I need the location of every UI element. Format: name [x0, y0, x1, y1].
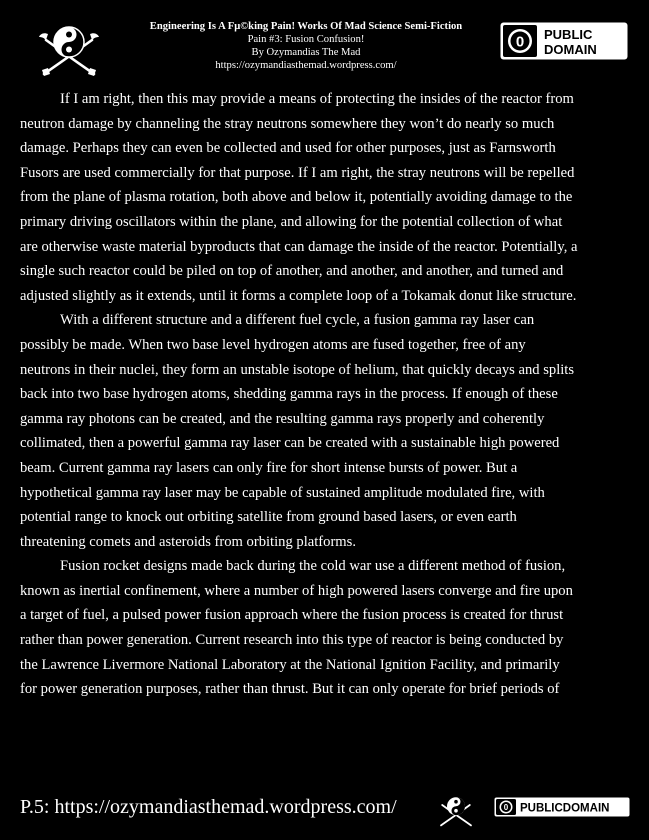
badge-word-domain: DOMAIN	[544, 42, 597, 57]
text-line: single such reactor could be piled on top of another, and another, and another, and turned and	[20, 263, 564, 280]
public-domain-icon	[500, 801, 513, 814]
series-title: Engineering Is A Fμ©king Pain! Works Of Mad Science Semi-Fiction	[149, 21, 463, 32]
text-line: potential range to knock out orbiting satellite from ground based lasers, or even earth	[20, 509, 517, 526]
paragraph-2	[20, 308, 630, 554]
jolly-roger-yin-yang-icon	[36, 20, 102, 80]
svg-text:0: 0	[515, 33, 525, 51]
text-line: beam. Current gamma ray lasers can only fire for short intense bursts of power. But a	[20, 459, 518, 476]
text-line: collimated, then a powerful gamma ray laser can be created with a sustainable high powered	[20, 435, 560, 452]
text-line: rather than power generation. Current research into this type of reactor is being conducted by	[20, 632, 564, 649]
text-line: With a different structure and a different fuel cycle, a fusion gamma ray laser can	[60, 312, 535, 329]
page-header	[120, 20, 492, 72]
footer-badge-label: PUBLICDOMAIN	[520, 802, 610, 815]
text-line: from the plane of plasma rotation, both above and below it, potentially avoiding damage to the	[20, 189, 573, 206]
text-line: gamma ray photons can be created, and the resulting gamma rays properly and coherently	[20, 410, 545, 427]
jolly-roger-yin-yang-icon	[436, 793, 476, 829]
public-domain-badge-footer	[494, 797, 630, 817]
text-line: possibly be made. When two base level hydrogen atoms are fused together, free of any	[20, 336, 526, 353]
footer-page-url: P.5: https://ozymandiasthemad.wordpress.com/	[20, 796, 397, 818]
text-line: Fusors are used commercially for that purpose. If I am right, the stray neutrons will be repelled	[20, 164, 575, 181]
paragraph-1	[20, 87, 630, 308]
header-url: https://ozymandiasthemad.wordpress.com/	[215, 60, 397, 71]
text-line: a target of fuel, a pulsed power fusion approach where the fusion process is created for thrust	[20, 607, 564, 624]
public-domain-icon	[508, 29, 532, 53]
text-line: the Lawrence Livermore National Laboratory at the National Ignition Facility, and primarily	[20, 656, 560, 673]
text-line: Fusion rocket designs made back during the cold war use a different method of fusion,	[60, 558, 566, 575]
text-line: are otherwise waste material byproducts that can damage the inside of the reactor. Potentially, a	[20, 238, 578, 255]
text-line: neutrons in their nuclei, they form an unstable isotope of helium, that quickly decays and splits	[20, 361, 575, 378]
author-line: By Ozymandias The Mad	[251, 47, 361, 58]
text-line: adjusted slightly as it extends, until it forms a complete loop of a Tokamak donut like structure.	[20, 287, 577, 304]
text-line: If I am right, then this may provide a means of protecting the insides of the reactor from	[60, 91, 574, 107]
public-domain-badge	[500, 22, 628, 60]
text-line: known as inertial confinement, where a number of high powered lasers converge and fire upon	[20, 582, 573, 599]
paragraph-3	[20, 554, 630, 702]
text-line: back into two base hydrogen atoms, shedding gamma rays in the process. If enough of these	[20, 386, 558, 403]
text-line: threatening comets and asteroids from orbiting platforms.	[20, 533, 356, 550]
badge-word-public: PUBLIC	[544, 27, 593, 42]
text-line: damage. Perhaps they can even be collected and used for other purposes, just as Farnsworth	[20, 140, 556, 157]
page-body	[20, 87, 630, 702]
text-line: neutron damage by channeling the stray neutrons somewhere they won’t do nearly so much	[20, 115, 555, 132]
text-line: for power generation purposes, rather than thrust. But it can only operate for brief periods of	[20, 681, 560, 698]
text-line: hypothetical gamma ray laser may be capable of sustained amplitude modulated fire, with	[20, 484, 545, 501]
svg-text:0: 0	[503, 803, 509, 812]
episode-title: Pain #3: Fusion Confusion!	[247, 34, 365, 45]
text-line: primary driving oscillators within the plane, and allowing for the potential collection of what	[20, 213, 563, 230]
